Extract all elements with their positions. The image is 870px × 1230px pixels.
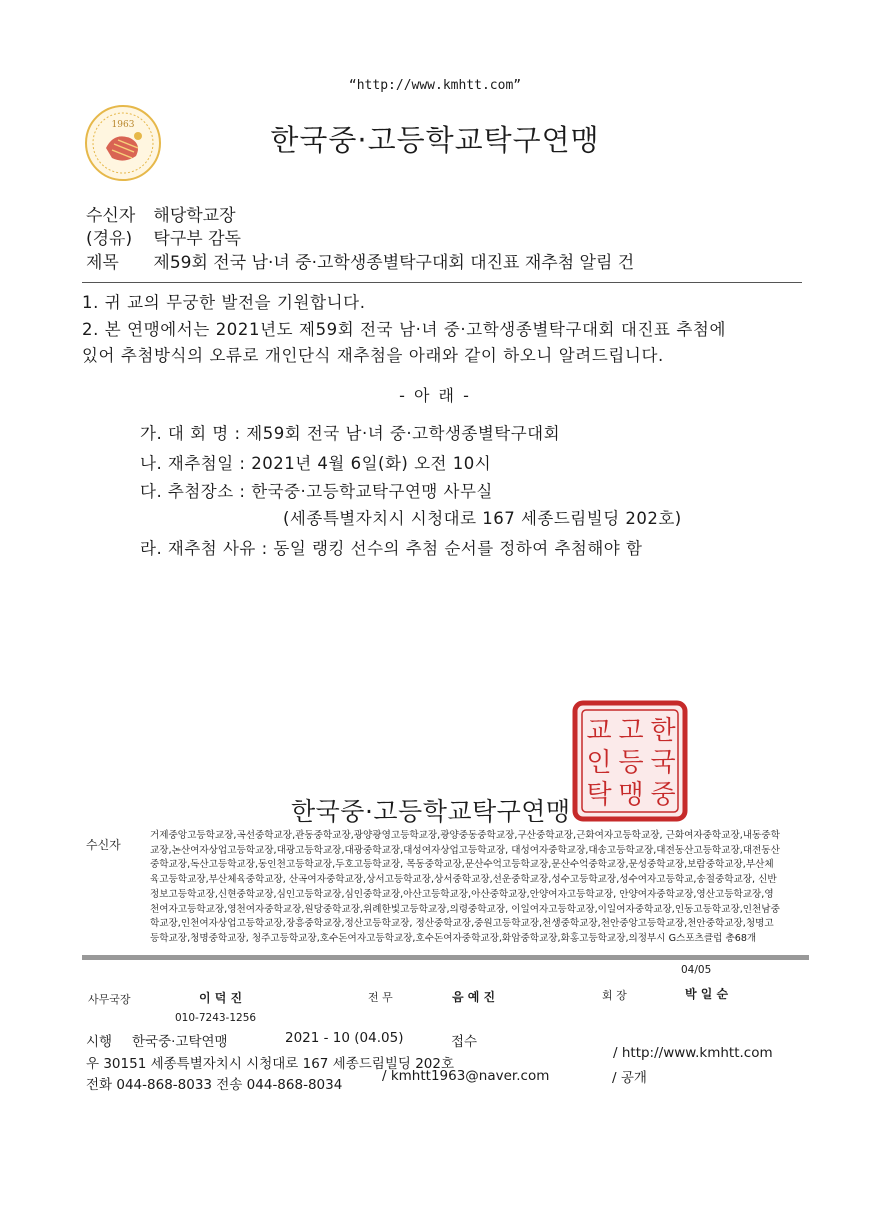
executive-label: 전 무 (368, 991, 393, 1004)
seal-char: 교 (586, 716, 612, 746)
executive-name: 음 예 진 (452, 990, 496, 1004)
issue-number: 2021 - 10 (04.05) (285, 1030, 404, 1046)
seal-char: 중 (650, 780, 676, 810)
seal-char: 탁 (586, 780, 612, 810)
footer-address: 우 30151 세종특별자치시 시청대로 167 세종드림빌딩 202호 (86, 1056, 455, 1072)
document-title: 한국중·고등학교탁구연맹 (270, 123, 600, 157)
header-divider (82, 282, 802, 283)
recipient-label: 수신자 (86, 206, 136, 226)
item-redraw-date: 나. 재추첨일 : 2021년 4월 6일(화) 오전 10시 (140, 454, 492, 473)
footer-disclosure: / 공개 (612, 1070, 647, 1086)
approval-date: 04/05 (681, 964, 712, 976)
recipient-value: 해당학교장 (153, 206, 236, 226)
subject-value: 제59회 전국 남·녀 중·고학생종별탁구대회 대진표 재추첨 알림 건 (153, 253, 635, 273)
seal-char: 국 (650, 748, 676, 778)
seal-char: 한 (650, 716, 676, 746)
official-seal (571, 699, 689, 823)
secretary-label: 사무국장 (88, 993, 131, 1006)
footer-website[interactable]: / http://www.kmhtt.com (613, 1045, 773, 1061)
header-url: “http://www.kmhtt.com” (348, 78, 522, 93)
via-label: (경유) (86, 229, 133, 249)
issue-label: 시행 (86, 1034, 113, 1050)
issue-org: 한국중·고탁연맹 (132, 1034, 228, 1050)
president-label: 회 장 (602, 989, 627, 1002)
item-redraw-reason: 라. 재추첨 사유 : 동일 랭킹 선수의 추첨 순서를 정하여 추첨해야 함 (140, 539, 643, 558)
footer-email[interactable]: / kmhtt1963@naver.com (382, 1068, 550, 1084)
via-value: 탁구부 감독 (153, 229, 241, 249)
subject-label: 제목 (86, 253, 119, 273)
item-draw-address: (세종특별자치시 시청대로 167 세종드림빌딩 202호) (283, 509, 682, 528)
via-row (86, 224, 241, 249)
section-heading: - 아 래 - (399, 386, 471, 405)
paragraph-2-line-1: 2. 본 연맹에서는 2021년도 제59회 전국 남·녀 중·고학생종별탁구대회 대진표 추첨에 (82, 320, 726, 339)
signature-divider (82, 955, 809, 960)
seal-char: 인 (586, 748, 612, 778)
logo-year: 1963 (111, 120, 135, 130)
item-draw-location: 다. 추첨장소 : 한국중·고등학교탁구연맹 사무실 (140, 482, 493, 501)
recipient-row (86, 201, 236, 226)
receive-label: 접수 (451, 1034, 478, 1050)
president-name: 박 일 순 (685, 987, 729, 1001)
item-event-name: 가. 대 회 명 : 제59회 전국 남·녀 중·고학생종별탁구대회 (140, 424, 561, 443)
issuer-title: 한국중·고등학교탁구연맹 (291, 797, 571, 826)
footer-contact: 전화 044-868-8033 전송 044-868-8034 (86, 1077, 343, 1093)
seal-char: 고 (618, 716, 644, 746)
secretary-name: 이 덕 진 (199, 991, 243, 1005)
subject-row (86, 248, 634, 273)
recipients-label: 수신자 (86, 838, 121, 852)
recipients-list: 거제중앙고등학교장,곡선중학교장,관동중학교장,광양광영고등학교장,광양중동중학교장,구산중학교장,근화여자고등학교장, 근화여자중학교장,내동중학교장,논산여자상업고등학교장,대광고등학교장,대광중학교장,대성여자상업고등학교장, 대성여자중학교장,대송고등학교장,대전동산고등학교장,대전동산중학교장,독산고등학교장,동인천고등학교장,두호고등학교장, 목동중학교장,문산수억고등학교장,문산수억중학교장,문성중학교장,보람중학교장,부산체육고등학교장,부산체육중학교장, 산곡여자중학교장,상서고등학교장,상서중학교장,선운중학교장,성수고등학교장,성수여자고등학교,송절중학교장, 신반정보고등학교장,신현중학교장,심인고등학교장,심인중학교장,아산고등학교장,아산중학교장,안양여자고등학교장, 안양여자중학교장,영산고등학교장,영천여자고등학교장,영천여자중학교장,원당중학교장,위례한빛고등학교장,의령중학교장, 이일여자고등학교장,이일여자중학교장,인동고등학교장,인천남중학교장,인천여자상업고등학교장,장흥중학교장,정산고등학교장, 정산중학교장,중원고등학교장,천생중학교장,천안중앙고등학교장,천안중학교장,청명고등학교장,청명중학교장, 청주고등학교장,호수돈여자고등학교장,호수돈여자중학교장,화암중학교장,화홍고등학교장,의정부시 G스포츠클럽 총68개 (150, 830, 780, 944)
paragraph-2-line-2: 있어 추첨방식의 오류로 개인단식 재추첨을 아래와 같이 하오니 알려드립니다. (82, 346, 664, 365)
seal-char: 맹 (618, 780, 644, 810)
paragraph-1: 1. 귀 교의 무궁한 발전을 기원합니다. (82, 293, 366, 312)
seal-char: 등 (618, 748, 644, 778)
secretary-phone: 010-7243-1256 (175, 1012, 257, 1024)
